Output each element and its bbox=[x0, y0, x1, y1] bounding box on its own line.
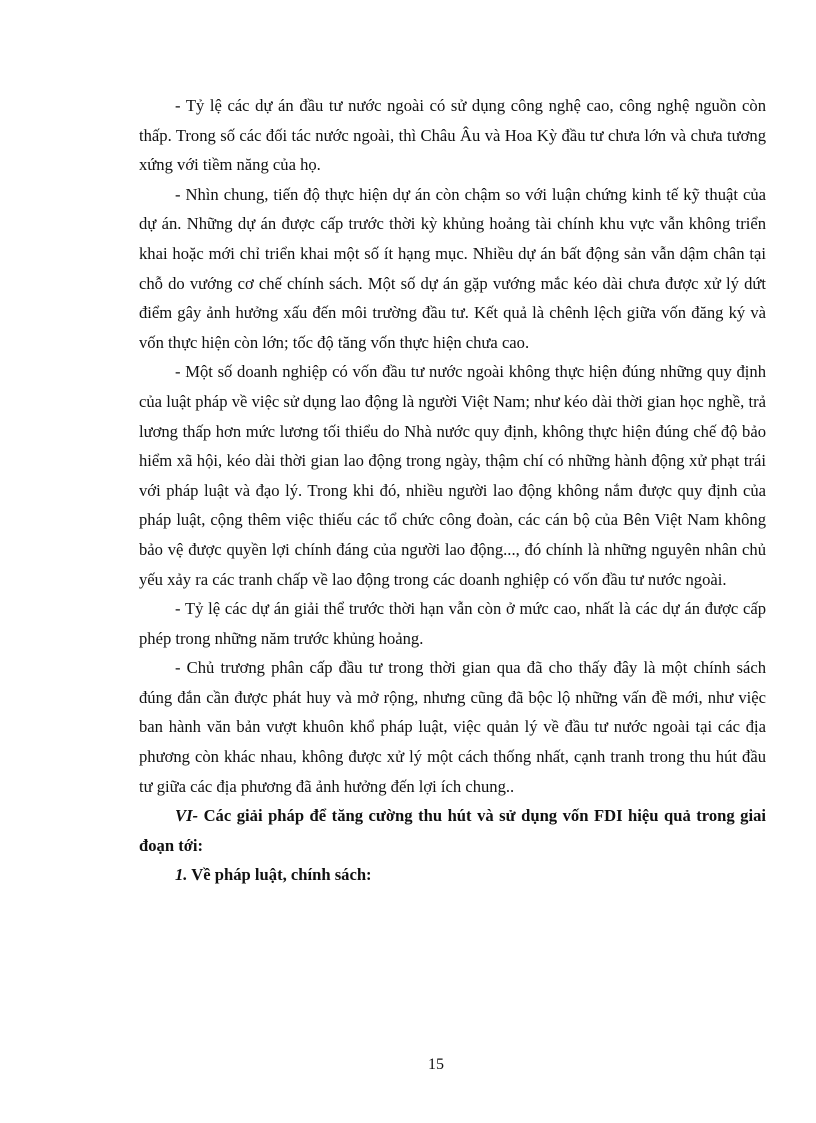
page-number: 15 bbox=[428, 1056, 444, 1073]
paragraph-labor-violations: - Một số doanh nghiệp có vốn đầu tư nước ngoài không thực hiện đúng những quy định của luật pháp về việc sử dụng lao động là người Việt Nam; như kéo dài thời gian học nghề, trả lương thấp hơn mức lương tối thiểu do Nhà nước quy định, không thực hiện đúng chế độ bảo hiểm xã hội, kéo dài thời gian lao động trong ngày, thậm chí có những hành động xử phạt trái với pháp luật và đạo lý. Trong khi đó, nhiều người lao động không nắm được quy định của pháp luật, cộng thêm việc thiếu các tổ chức công đoàn, các cán bộ của Bên Việt Nam không bảo vệ được quyền lợi chính đáng của người lao động..., đó chính là những nguyên nhân chủ yếu xảy ra các tranh chấp về lao động trong các doanh nghiệp có vốn đầu tư nước ngoài. bbox=[139, 362, 766, 589]
paragraph-high-tech-projects: - Tỷ lệ các dự án đầu tư nước ngoài có sử dụng công nghệ cao, công nghệ nguồn còn thấp. Trong số các đối tác nước ngoài, thì Châu Âu và Hoa Kỳ đầu tư chưa lớn và chưa tương xứng với tiềm năng của họ. bbox=[139, 96, 766, 175]
section-heading-text: Các giải pháp để tăng cường thu hút và sử dụng vốn FDI hiệu quả trong giai đoạn tới: bbox=[139, 806, 766, 855]
subsection-heading bbox=[139, 860, 766, 890]
paragraph-project-progress: - Nhìn chung, tiến độ thực hiện dự án còn chậm so với luận chứng kinh tế kỹ thuật của dự án. Những dự án được cấp trước thời kỳ khủng hoảng tài chính khu vực vẫn không triển khai hoặc mới chỉ triển khai một số ít hạng mục. Nhiều dự án bất động sản vẫn dậm chân tại chỗ do vướng cơ chế chính sách. Một số dự án gặp vướng mắc kéo dài chưa được xử lý dứt điểm gây ảnh hưởng xấu đến môi trường đầu tư. Kết quả là chênh lệch giữa vốn đăng ký và vốn thực hiện còn lớn; tốc độ tăng vốn thực hiện chưa cao. bbox=[139, 184, 766, 352]
subsection-heading-text: Về pháp luật, chính sách: bbox=[187, 865, 372, 885]
subsection-heading-number: 1. bbox=[175, 865, 188, 885]
page-body bbox=[139, 91, 766, 890]
paragraph-project-dissolution: - Tỷ lệ các dự án giải thể trước thời hạn vẫn còn ở mức cao, nhất là các dự án được cấp phép trong những năm trước khủng hoảng. bbox=[139, 599, 766, 648]
section-heading bbox=[139, 801, 766, 860]
paragraph-investment-decentralization: - Chủ trương phân cấp đầu tư trong thời gian qua đã cho thấy đây là một chính sách đúng đắn cần được phát huy và mở rộng, nhưng cũng đã bộc lộ những vấn đề mới, như việc ban hành văn bản vượt khuôn khổ pháp luật, việc quản lý về đầu tư nước ngoài tại các địa phương còn khác nhau, không được xử lý một cách thống nhất, cạnh tranh trong thu hút đầu tư giữa các địa phương đã ảnh hưởng đến lợi ích chung.. bbox=[139, 658, 766, 796]
section-heading-number: VI- bbox=[175, 806, 199, 826]
